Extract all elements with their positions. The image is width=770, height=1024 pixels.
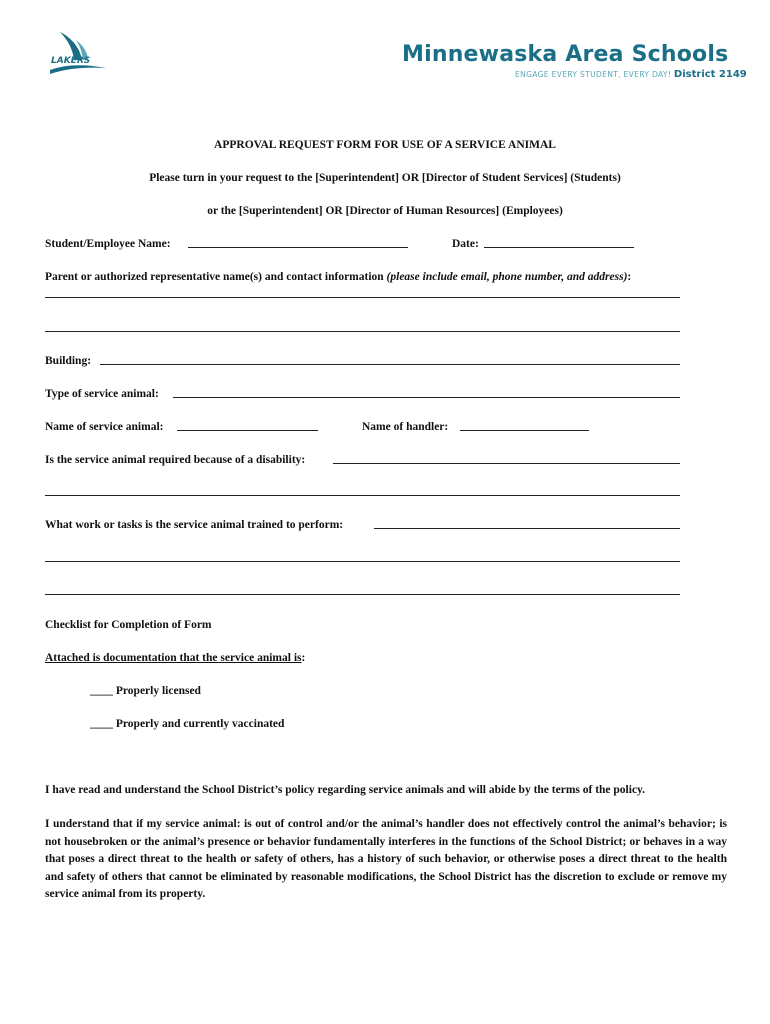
handler-name-field[interactable] [460, 430, 589, 431]
parent-contact-label [45, 271, 631, 283]
disability-field-2[interactable] [45, 495, 680, 496]
disability-label: Is the service animal required because of a disability: [45, 454, 306, 466]
student-employee-name-field[interactable] [188, 247, 408, 248]
tasks-field-3[interactable] [45, 594, 680, 595]
instructions-line-1: Please turn in your request to the [Superintendent] OR [Director of Student Services] (Students) [149, 172, 621, 184]
disability-field-1[interactable] [333, 463, 680, 464]
attached-label-text: Attached is documentation that the service animal is [45, 652, 302, 664]
building-field[interactable] [100, 364, 680, 365]
attached-documentation-label [45, 652, 305, 664]
form-title: APPROVAL REQUEST FORM FOR USE OF A SERVICE ANIMAL [214, 139, 556, 151]
sail-logo-icon [46, 30, 108, 80]
animal-name-field[interactable] [177, 430, 318, 431]
acknowledgement-text: I have read and understand the School District’s policy regarding service animals and will abide by the terms of the policy. [45, 784, 646, 796]
tagline [515, 69, 747, 80]
attached-colon: : [301, 652, 306, 664]
student-employee-name-label: Student/Employee Name: [45, 238, 171, 250]
checklist-item[interactable] [90, 718, 284, 730]
tagline-text: ENGAGE EVERY STUDENT, EVERY DAY! [515, 70, 672, 79]
parent-contact-field-2[interactable] [45, 331, 680, 332]
handler-name-label: Name of handler: [362, 421, 449, 433]
district-name: Minnewaska Area Schools [402, 42, 729, 67]
tasks-label: What work or tasks is the service animal trained to perform: [45, 519, 344, 531]
district-number: District 2149 [673, 69, 747, 80]
understanding-paragraph: I understand that if my service animal: is out of control and/or the animal’s handler does not effectively control the animal’s behavior; is not housebroken or the animal’s presence or behavior fundamentally interferes in the functions of the School District; or behaves in a way that poses a direct threat to the health or safety of others, has a history of such behavior, or otherwise poses a direct threat to the health and safety of others that cannot be eliminated by reasonable modifications, the School District has the discretion to exclude or remove my service animal from its property. [45, 818, 727, 900]
checklist-item-label: Properly licensed [115, 685, 201, 697]
lakers-logo [46, 30, 108, 80]
checklist-heading: Checklist for Completion of Form [45, 619, 212, 631]
logo-text: LAKERS [51, 56, 91, 66]
animal-type-label: Type of service animal: [45, 388, 159, 400]
tasks-field-2[interactable] [45, 561, 680, 562]
checklist-item-label: Properly and currently vaccinated [115, 718, 285, 730]
parent-hint: (please include email, phone number, and address) [386, 271, 628, 283]
parent-contact-field-1[interactable] [45, 297, 680, 298]
instructions-line-2: or the [Superintendent] OR [Director of Human Resources] (Employees) [207, 205, 563, 217]
animal-name-label: Name of service animal: [45, 421, 164, 433]
checklist-item[interactable] [90, 685, 201, 697]
parent-label-text: Parent or authorized representative name(s) and contact information [45, 271, 384, 283]
animal-type-field[interactable] [173, 397, 680, 398]
tasks-field-1[interactable] [374, 528, 680, 529]
date-label: Date: [452, 238, 479, 250]
checklist-blank[interactable]: ____ [90, 718, 113, 730]
parent-colon: : [627, 271, 632, 283]
date-field[interactable] [484, 247, 634, 248]
checklist-blank[interactable]: ____ [90, 685, 113, 697]
building-label: Building: [45, 355, 92, 367]
